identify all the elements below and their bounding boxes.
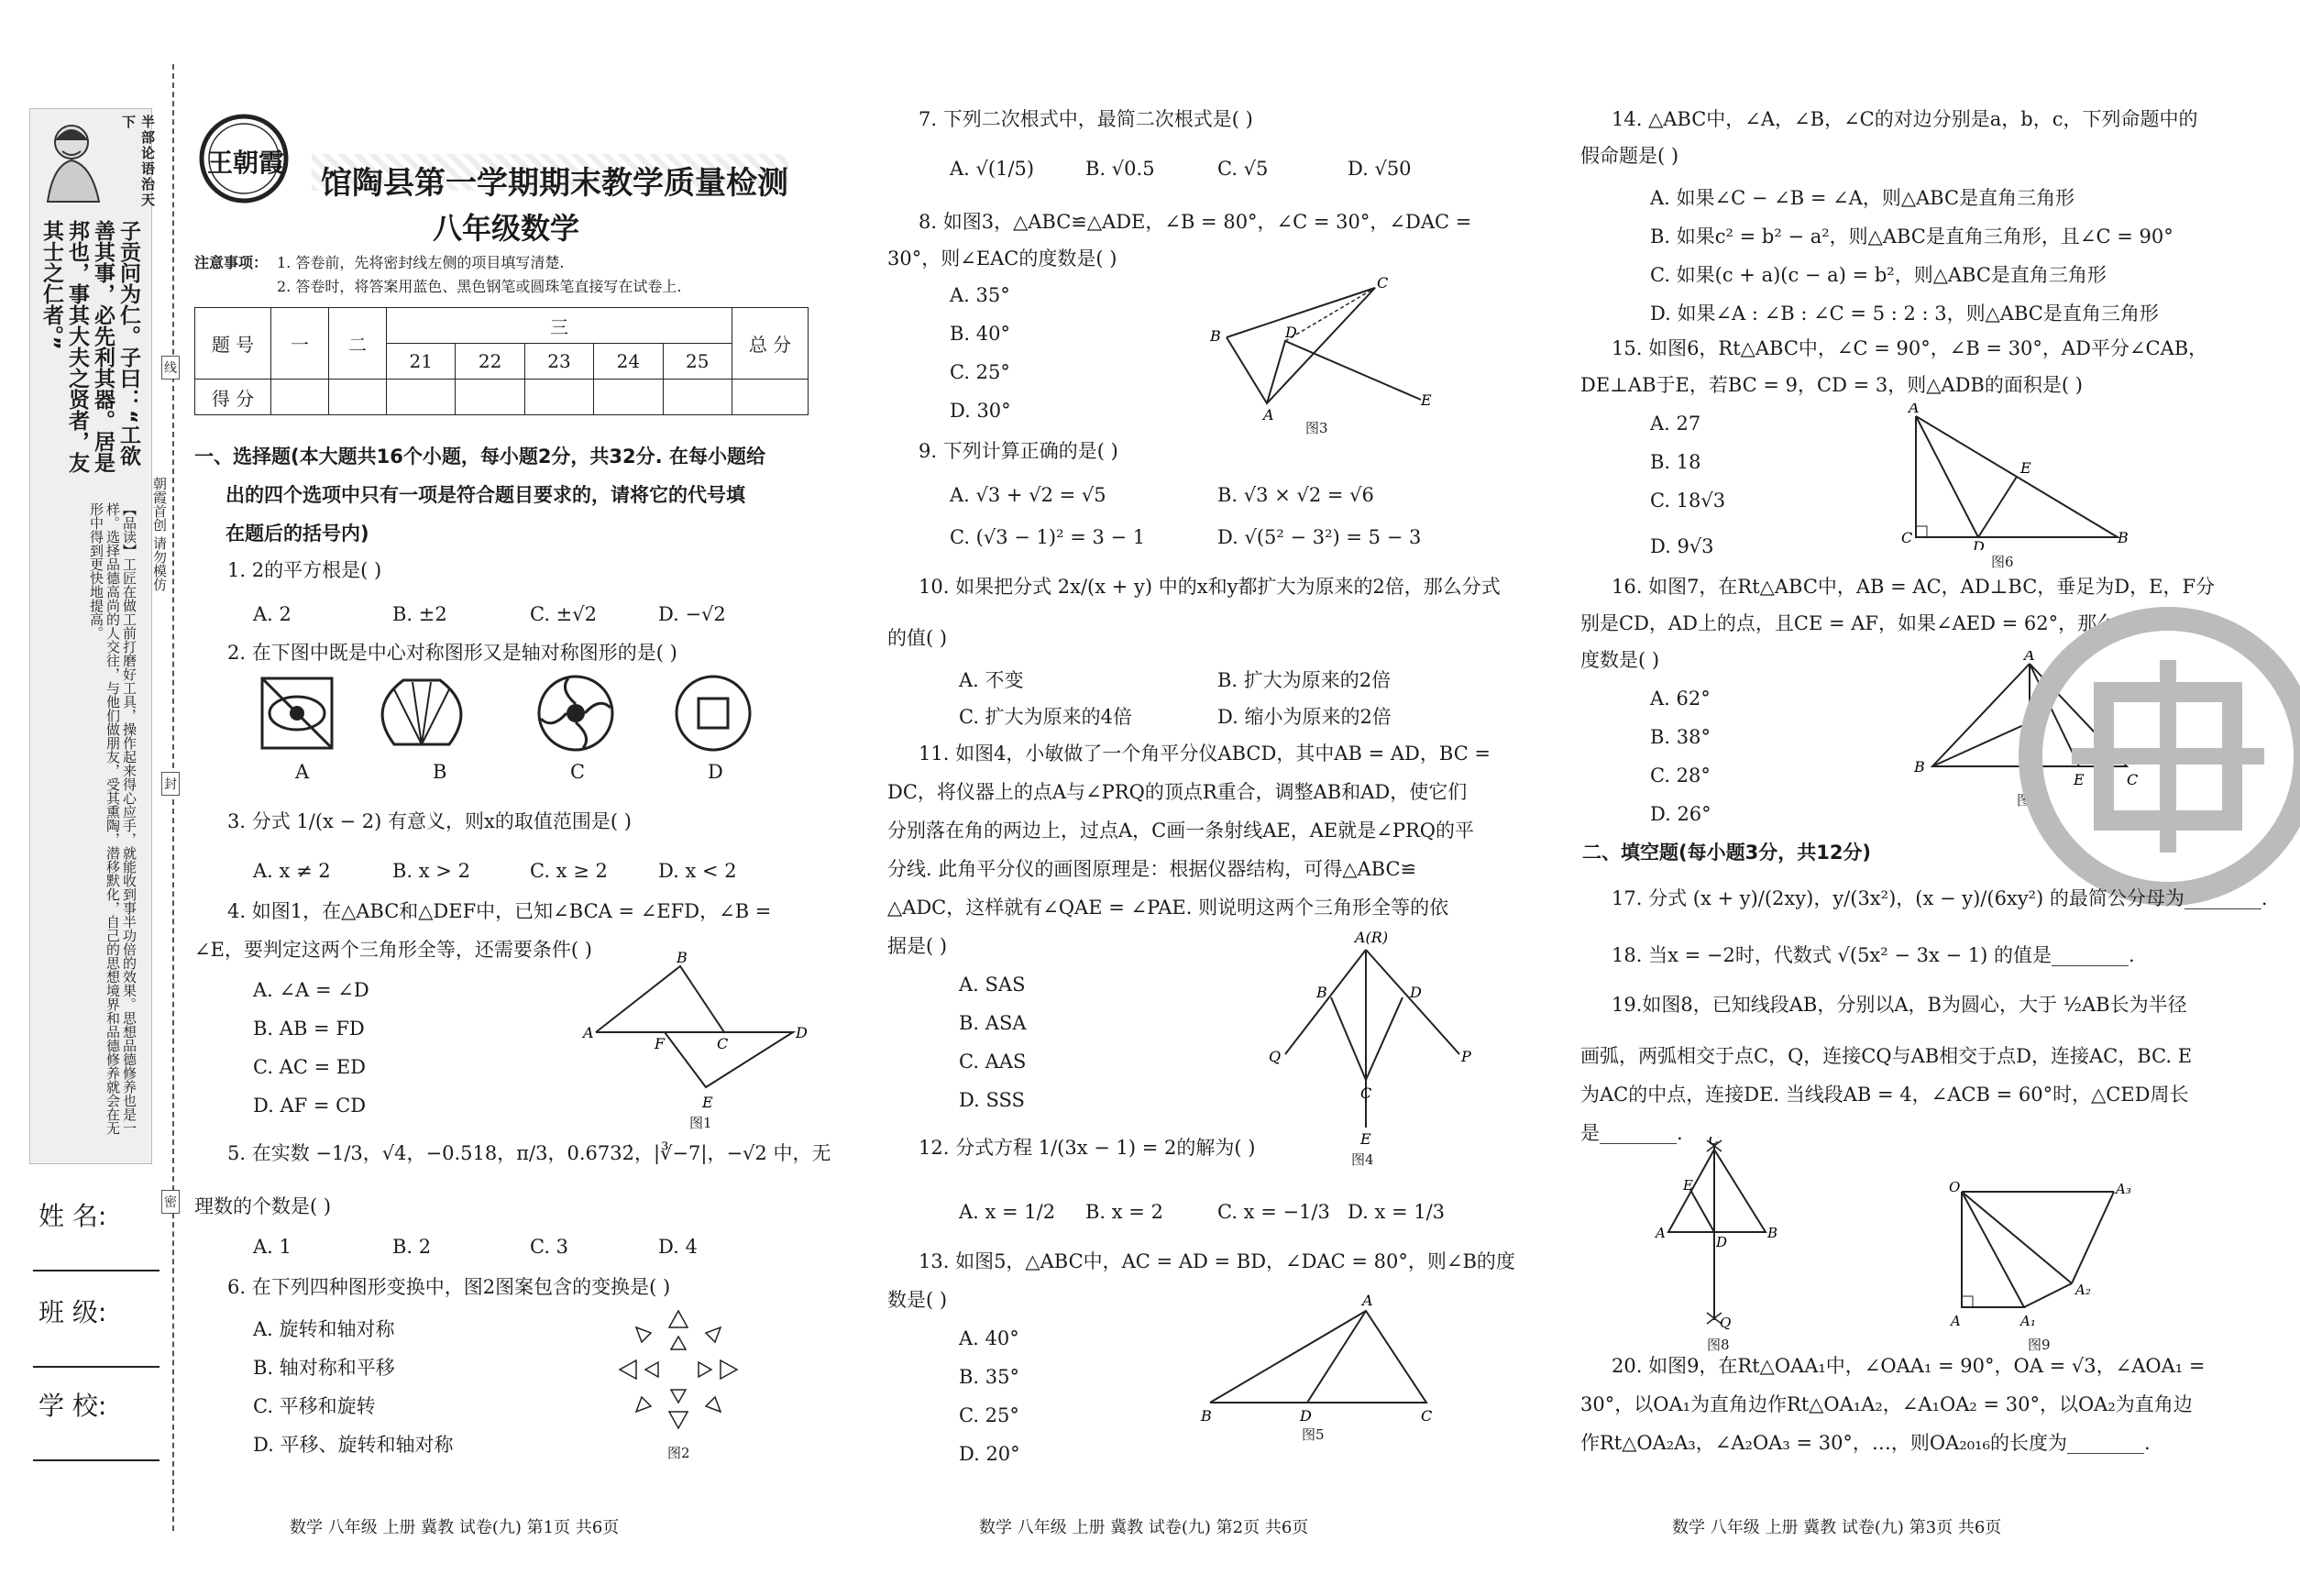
name-label: 姓 名: xyxy=(39,1201,107,1231)
school-field[interactable] xyxy=(33,1459,160,1461)
score-sub-25: 25 xyxy=(663,344,732,380)
question-14-cont: 假命题是( ) xyxy=(1580,145,1679,167)
q12-option-a[interactable]: A. x = 1/2 xyxy=(959,1201,1056,1223)
svg-text:A: A xyxy=(2024,651,2035,664)
q15-option-a[interactable]: A. 27 xyxy=(1650,413,1701,435)
q9-option-c[interactable]: C. (√3 − 1)² = 3 − 1 xyxy=(950,526,1146,548)
svg-text:E: E xyxy=(1683,1177,1693,1194)
section-1-heading-3: 在题后的括号内) xyxy=(226,523,369,545)
svg-text:A₂: A₂ xyxy=(2075,1282,2091,1298)
q15-option-c[interactable]: C. 18√3 xyxy=(1650,490,1726,512)
logo-text: 王朝霞 xyxy=(207,148,285,178)
notice-label: 注意事项： xyxy=(194,254,269,271)
notice-2: 2. 答卷时，将答案用蓝色、黑色钢笔或圆珠笔直接写在试卷上. xyxy=(277,278,682,295)
q16-option-c[interactable]: C. 28° xyxy=(1650,765,1711,787)
q6-option-a[interactable]: A. 旋转和轴对称 xyxy=(253,1318,395,1340)
q3-option-b[interactable]: B. x > 2 xyxy=(392,860,470,882)
svg-text:F: F xyxy=(2033,709,2044,726)
q11-option-b[interactable]: B. ASA xyxy=(959,1012,1027,1034)
question-11-l5: △ADC，这样就有∠QAE = ∠PAE. 则说明这两个三角形全等的依 xyxy=(887,897,1449,919)
svg-text:D: D xyxy=(1300,1407,1312,1425)
q1-option-b[interactable]: B. ±2 xyxy=(392,603,447,625)
q2-figures xyxy=(248,671,761,758)
svg-text:D: D xyxy=(1973,538,1985,550)
svg-text:B: B xyxy=(1914,758,1925,776)
question-19-l2: 画弧，两弧相交于点C，Q，连接CQ与AB相交于点D，连接AC，BC. E xyxy=(1580,1045,2193,1067)
figure-1-caption: 图1 xyxy=(689,1115,712,1131)
svg-text:E: E xyxy=(1421,391,1432,409)
question-3: 3. 分式 1/(x − 2) 有意义，则x的取值范围是( ) xyxy=(227,810,632,832)
score-header-1: 一 xyxy=(271,308,329,380)
score-sub-23: 23 xyxy=(524,344,593,380)
q14-option-b[interactable]: B. 如果c² = b² − a²，则△ABC是直角三角形，且∠C = 90° xyxy=(1650,226,2173,248)
q10-option-d[interactable]: D. 缩小为原来的2倍 xyxy=(1217,706,1392,728)
figure-c-icon xyxy=(539,677,612,750)
svg-text:C: C xyxy=(717,1035,729,1052)
svg-text:B: B xyxy=(1210,327,1221,345)
svg-text:B: B xyxy=(1201,1407,1212,1425)
q7-option-a[interactable]: A. √(1/5) xyxy=(950,158,1035,180)
score-cell[interactable] xyxy=(663,380,732,415)
figure-4 xyxy=(1265,924,1485,1153)
figure-5-caption: 图5 xyxy=(1302,1426,1325,1443)
question-6: 6. 在下列四种图形变换中，图2图案包含的变换是( ) xyxy=(227,1276,671,1298)
figure-4-caption: 图4 xyxy=(1351,1151,1374,1168)
q13-option-c[interactable]: C. 25° xyxy=(959,1404,1019,1426)
question-20-l2: 30°，以OA₁为直角边作Rt△OA₁A₂，∠A₁OA₂ = 30°，以OA₂为直角边 xyxy=(1580,1393,2193,1415)
svg-text:Q: Q xyxy=(1269,1048,1282,1065)
section-1-heading-2: 出的四个选项中只有一项是符合题目要求的，请将它的代号填 xyxy=(226,484,745,506)
figure-b-icon xyxy=(382,680,461,744)
svg-text:B: B xyxy=(1767,1225,1778,1241)
svg-text:C: C xyxy=(1709,1137,1720,1148)
question-19: 19.如图8，已知线段AB，分别以A，B为圆心，大于 ½AB长为半径 xyxy=(1612,994,2187,1016)
q2-label-b[interactable]: B xyxy=(433,761,447,783)
svg-text:D: D xyxy=(1410,984,1422,1001)
q4-option-d[interactable]: D. AF = CD xyxy=(253,1095,367,1117)
figure-9 xyxy=(1943,1179,2145,1335)
q5-option-d[interactable]: D. 4 xyxy=(658,1236,698,1258)
corner-label: 半部论语治天下 xyxy=(120,115,156,208)
question-11-l6: 据是( ) xyxy=(887,935,948,957)
q6-option-c[interactable]: C. 平移和旋转 xyxy=(253,1395,376,1417)
q6-option-b[interactable]: B. 轴对称和平移 xyxy=(253,1357,395,1379)
svg-text:D: D xyxy=(1285,324,1297,341)
q8-option-b[interactable]: B. 40° xyxy=(950,323,1011,345)
svg-text:B: B xyxy=(677,950,688,966)
svg-text:E: E xyxy=(2020,459,2031,477)
score-sub-21: 21 xyxy=(387,344,456,380)
class-field[interactable] xyxy=(33,1366,160,1368)
svg-text:E: E xyxy=(1360,1130,1371,1148)
svg-text:O: O xyxy=(1949,1179,1961,1195)
q8-option-c[interactable]: C. 25° xyxy=(950,361,1010,383)
section-1-heading: 一、选择题(本大题共16个小题，每小题2分，共32分. 在每小题给 xyxy=(194,446,765,468)
figure-9-caption: 图9 xyxy=(2028,1337,2051,1353)
question-8-cont: 30°，则∠EAC的度数是( ) xyxy=(887,248,1117,270)
name-field[interactable] xyxy=(33,1270,160,1271)
question-8: 8. 如图3，△ABC≌△ADE，∠B = 80°，∠C = 30°，∠DAC = xyxy=(919,211,1472,233)
question-18: 18. 当x = −2时，代数式 √(5x² − 3x − 1) 的值是________. xyxy=(1612,944,2135,966)
figure-1 xyxy=(578,950,816,1124)
question-13-cont: 数是( ) xyxy=(887,1289,948,1311)
question-14: 14. △ABC中，∠A，∠B，∠C的对边分别是a，b，c，下列命题中的 xyxy=(1612,108,2198,130)
question-9: 9. 下列计算正确的是( ) xyxy=(919,440,1118,462)
svg-text:B: B xyxy=(1316,984,1327,1001)
question-20: 20. 如图9，在Rt△OAA₁中，∠OAA₁ = 90°，OA = √3，∠AOA₁ = xyxy=(1612,1355,2206,1377)
q7-option-b[interactable]: B. √0.5 xyxy=(1085,158,1155,180)
confucius-figure xyxy=(35,115,114,206)
score-cell[interactable] xyxy=(456,380,524,415)
svg-text:A: A xyxy=(1951,1313,1961,1329)
question-4-cont: ∠E，要判定这两个三角形全等，还需要条件( ) xyxy=(194,939,592,961)
question-16-l2: 别是CD，AD上的点，且CE = AF，如果∠AED = 62°，那么∠DBF的 xyxy=(1580,612,2195,634)
figure-3 xyxy=(1201,275,1448,422)
q9-option-d[interactable]: D. √(5² − 3²) = 5 − 3 xyxy=(1217,526,1422,548)
score-sub-22: 22 xyxy=(456,344,524,380)
q2-label-c[interactable]: C xyxy=(570,761,586,783)
figure-7-caption: 图7 xyxy=(2017,792,2040,809)
svg-text:B: B xyxy=(2118,529,2129,546)
q5-option-c[interactable]: C. 3 xyxy=(530,1236,569,1258)
q1-option-a[interactable]: A. 2 xyxy=(253,603,292,625)
figure-6-caption: 图6 xyxy=(1991,554,2014,570)
q16-option-b[interactable]: B. 38° xyxy=(1650,726,1711,748)
svg-text:C: C xyxy=(2127,771,2139,788)
figure-d-icon xyxy=(677,677,750,750)
question-16-l3: 度数是( ) xyxy=(1580,649,1660,671)
svg-text:C: C xyxy=(1901,529,1913,546)
q7-option-c[interactable]: C. √5 xyxy=(1217,158,1269,180)
question-5: 5. 在实数 −1/3，√4，−0.518，π/3，0.6732̇，|∛−7|，−√2 中，无 xyxy=(227,1142,831,1164)
figure-3-caption: 图3 xyxy=(1305,420,1328,436)
exam-title: 馆陶县第一学期期末教学质量检测 xyxy=(321,165,788,202)
question-15: 15. 如图6，Rt△ABC中，∠C = 90°，∠B = 30°，AD平分∠CAB， xyxy=(1612,337,2208,359)
figure-6 xyxy=(1898,403,2136,550)
svg-text:A(R): A(R) xyxy=(1355,929,1389,946)
score-cell[interactable] xyxy=(732,380,809,415)
watermark-seal xyxy=(2017,605,2300,908)
svg-text:E: E xyxy=(702,1094,713,1111)
q1-option-d[interactable]: D. −√2 xyxy=(658,603,726,625)
svg-text:A: A xyxy=(583,1024,594,1041)
question-15-cont: DE⊥AB于E，若BC = 9，CD = 3，则△ADB的面积是( ) xyxy=(1580,374,2083,396)
figure-8-caption: 图8 xyxy=(1707,1337,1730,1353)
score-sub-24: 24 xyxy=(594,344,663,380)
page-2-footer: 数学 八年级 上册 冀教 试卷(九) 第2页 共6页 xyxy=(979,1518,1309,1537)
svg-text:A: A xyxy=(1656,1225,1666,1241)
question-11-l4: 分线. 此角平分仪的画图原理是：根据仪器结构，可得△ABC≌ xyxy=(887,858,1417,880)
q4-option-c[interactable]: C. AC = ED xyxy=(253,1056,367,1078)
q13-option-d[interactable]: D. 20° xyxy=(959,1443,1020,1465)
svg-text:C: C xyxy=(1377,275,1389,292)
svg-text:A₃: A₃ xyxy=(2116,1181,2131,1197)
svg-text:A: A xyxy=(1263,406,1274,422)
q8-option-d[interactable]: D. 30° xyxy=(950,400,1011,422)
q2-label-a[interactable]: A xyxy=(295,761,310,783)
q14-option-c[interactable]: C. 如果(c + a)(c − a) = b²，则△ABC是直角三角形 xyxy=(1650,264,2107,286)
q3-option-a[interactable]: A. x ≠ 2 xyxy=(253,860,331,882)
score-cell[interactable] xyxy=(594,380,663,415)
score-header-qnum: 题 号 xyxy=(195,308,271,380)
q13-option-b[interactable]: B. 35° xyxy=(959,1366,1020,1388)
score-header-total: 总 分 xyxy=(732,308,809,380)
score-cell[interactable] xyxy=(524,380,593,415)
question-20-l3: 作Rt△OA₂A₃，∠A₂OA₃ = 30°，…，则OA₂₀₁₆的长度为________. xyxy=(1580,1432,2151,1454)
q11-option-d[interactable]: D. SSS xyxy=(959,1089,1025,1111)
q3-option-c[interactable]: C. x ≥ 2 xyxy=(530,860,608,882)
svg-text:D: D xyxy=(2028,771,2040,788)
question-19-l3: 为AC的中点，连接DE. 当线段AB = 4，∠ACB = 60°时，△CED周长 xyxy=(1580,1084,2189,1106)
q14-option-a[interactable]: A. 如果∠C − ∠B = ∠A，则△ABC是直角三角形 xyxy=(1650,187,2075,209)
sidebar-quote: 子贡问为仁。子曰：“工欲善其事，必先利其器。居是邦也，事其大夫之贤者，友其士之仁者。” xyxy=(39,220,140,473)
svg-text:D: D xyxy=(796,1024,808,1041)
question-16: 16. 如图7，在Rt△ABC中，AB = AC，AD⊥BC，垂足为D，E，F分 xyxy=(1612,576,2216,598)
svg-text:C: C xyxy=(1360,1084,1372,1102)
score-cell[interactable] xyxy=(329,380,387,415)
q16-option-a[interactable]: A. 62° xyxy=(1650,688,1711,710)
question-4: 4. 如图1，在△ABC和△DEF中，已知∠BCA = ∠EFD，∠B = xyxy=(227,900,772,922)
q12-option-b[interactable]: B. x = 2 xyxy=(1085,1201,1163,1223)
q2-label-d[interactable]: D xyxy=(708,761,723,783)
figure-2 xyxy=(614,1305,743,1434)
section-2-heading: 二、填空题(每小题3分，共12分) xyxy=(1582,842,1872,864)
q8-option-a[interactable]: A. 35° xyxy=(950,284,1010,306)
q14-option-d[interactable]: D. 如果∠A : ∠B : ∠C = 5 : 2 : 3，则△ABC是直角三角形 xyxy=(1650,303,2159,325)
question-12: 12. 分式方程 1/(3x − 1) = 2的解为( ) xyxy=(919,1137,1256,1159)
figure-8 xyxy=(1650,1137,1797,1329)
svg-text:Q: Q xyxy=(1720,1315,1732,1329)
figure-2-caption: 图2 xyxy=(667,1445,690,1461)
svg-text:P: P xyxy=(1461,1048,1471,1065)
question-1: 1. 2的平方根是( ) xyxy=(227,559,382,581)
figure-5 xyxy=(1192,1293,1448,1430)
q9-option-a[interactable]: A. √3 + √2 = √5 xyxy=(950,484,1106,506)
svg-text:A: A xyxy=(1362,1293,1373,1309)
q10-option-c[interactable]: C. 扩大为原来的4倍 xyxy=(959,706,1133,728)
svg-text:E: E xyxy=(2074,771,2085,788)
seal-char-1: 线 xyxy=(161,356,180,380)
svg-text:F: F xyxy=(655,1035,666,1052)
q12-option-d[interactable]: D. x = 1/3 xyxy=(1348,1201,1446,1223)
q16-option-d[interactable]: D. 26° xyxy=(1650,803,1711,825)
q12-option-c[interactable]: C. x = −1/3 xyxy=(1217,1201,1330,1223)
question-19-l4: 是________. xyxy=(1580,1122,1683,1144)
sidebar-pindu: 【品读】工匠在做工前打磨好工具，操作起来得心应手，就能收到事半功倍的效果。思想品德修养也是一样。选择品德高尚的人交往，与他们做朋友，受其熏陶，潜移默化，自己的思想境界和品德修养就会在无形中得到更快地提高。 xyxy=(88,502,138,1135)
q11-option-a[interactable]: A. SAS xyxy=(959,974,1026,996)
svg-text:A: A xyxy=(1909,403,1920,416)
score-table xyxy=(194,307,809,415)
figure-a-icon xyxy=(262,678,332,748)
q10-option-b[interactable]: B. 扩大为原来的2倍 xyxy=(1217,669,1392,691)
q10-option-a[interactable]: A. 不变 xyxy=(959,669,1024,691)
question-11-l3: 分别落在角的两边上，过点A，C画一条射线AE，AE就是∠PRQ的平 xyxy=(887,820,1474,842)
q15-option-d[interactable]: D. 9√3 xyxy=(1650,535,1714,557)
school-label: 学 校: xyxy=(39,1391,107,1421)
q6-option-d[interactable]: D. 平移、旋转和轴对称 xyxy=(253,1434,454,1456)
svg-text:A₁: A₁ xyxy=(2020,1313,2036,1329)
class-label: 班 级: xyxy=(39,1297,107,1327)
question-11: 11. 如图4，小敏做了一个角平分仪ABCD，其中AB = AD，BC = xyxy=(919,743,1491,765)
page-3-footer: 数学 八年级 上册 冀教 试卷(九) 第3页 共6页 xyxy=(1672,1518,2002,1537)
q15-option-b[interactable]: B. 18 xyxy=(1650,451,1701,473)
question-2: 2. 在下图中既是中心对称图形又是轴对称图形的是( ) xyxy=(227,642,677,664)
svg-text:D: D xyxy=(1716,1234,1728,1250)
q3-option-d[interactable]: D. x < 2 xyxy=(658,860,737,882)
score-header-2: 二 xyxy=(329,308,387,380)
question-13: 13. 如图5，△ABC中，AC = AD = BD，∠DAC = 80°，则∠B的度 xyxy=(919,1250,1515,1272)
question-7: 7. 下列二次根式中，最简二次根式是( ) xyxy=(919,108,1253,130)
seal-char-2: 封 xyxy=(161,772,180,796)
score-cell[interactable] xyxy=(271,380,329,415)
q13-option-a[interactable]: A. 40° xyxy=(959,1327,1019,1349)
q9-option-b[interactable]: B. √3 × √2 = √6 xyxy=(1217,484,1374,506)
score-row-label: 得 分 xyxy=(195,380,271,415)
q11-option-c[interactable]: C. AAS xyxy=(959,1051,1027,1073)
exam-subtitle: 八年级数学 xyxy=(433,211,580,246)
score-header-3: 三 xyxy=(387,308,732,344)
sidebar-vertical-note: 朝霞首创 请勿模仿 xyxy=(151,477,168,591)
notice-1: 1. 答卷前，先将密封线左侧的项目填写清楚. xyxy=(277,254,565,271)
q1-option-c[interactable]: C. ±√2 xyxy=(530,603,598,625)
q4-option-a[interactable]: A. ∠A = ∠D xyxy=(253,979,369,1001)
question-17: 17. 分式 (x + y)/(2xy)，y/(3x²)，(x − y)/(6xy²) 的最简公分母为________. xyxy=(1612,887,2268,909)
page-1-footer: 数学 八年级 上册 冀教 试卷(九) 第1页 共6页 xyxy=(290,1518,620,1537)
q4-option-b[interactable]: B. AB = FD xyxy=(253,1018,365,1040)
svg-text:C: C xyxy=(1421,1407,1433,1425)
seal-line xyxy=(172,64,174,1531)
q7-option-d[interactable]: D. √50 xyxy=(1348,158,1412,180)
question-10: 10. 如果把分式 2x/(x + y) 中的x和y都扩大为原来的2倍，那么分式 xyxy=(919,576,1501,598)
question-10-cont: 的值( ) xyxy=(887,627,948,649)
score-cell[interactable] xyxy=(387,380,456,415)
q5-option-b[interactable]: B. 2 xyxy=(392,1236,432,1258)
q5-option-a[interactable]: A. 1 xyxy=(253,1236,292,1258)
seal-char-3: 密 xyxy=(161,1190,180,1214)
question-5-cont: 理数的个数是( ) xyxy=(194,1195,332,1217)
question-11-l2: DC，将仪器上的点A与∠PRQ的顶点R重合，调整AB和AD，使它们 xyxy=(887,781,1468,803)
